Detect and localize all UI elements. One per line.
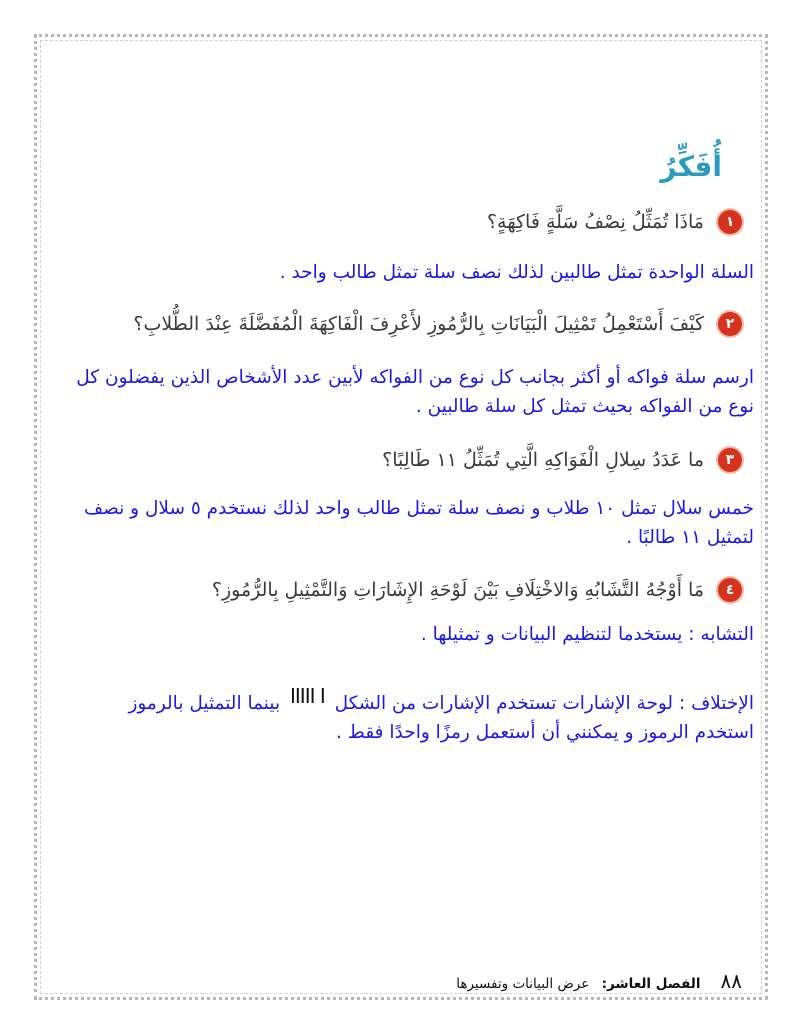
question-1 xyxy=(487,210,742,234)
tally-marks-icon: IIIII I xyxy=(290,684,325,708)
answer-3: خمس سلال تمثل ١٠ طلاب و نصف سلة تمثل طالب واحد لذلك نستخدم ٥ سلال و نصف لتمثيل ١١ طالبًا . xyxy=(83,498,754,548)
chapter-title xyxy=(456,976,700,992)
question-4 xyxy=(212,578,742,602)
answer-2: ارسم سلة فواكه أو أكثر بجانب كل نوع من الفواكه لأبين عدد الأشخاص الذين يفضلون كل نوع من الفواكه بحيث تمثل كل سلة طالبين . xyxy=(76,367,754,417)
difference-text-end: بينما التمثيل بالرموز استخدم الرموز و يمكنني أن أستعمل رمزًا واحدًا فقط . xyxy=(128,693,754,743)
chapter-name: عرض البيانات وتفسيرها xyxy=(456,976,590,992)
question-text: مَا أَوْجُهُ التَّشَابُهِ وَالاخْتِلَافِ بَيْنَ لَوْحَةِ الإِشَارَاتِ وَالتَّمْثِيلِ بِالرُّمُوزِ؟ xyxy=(211,579,704,601)
question-3 xyxy=(382,448,742,472)
question-number-badge: ٢ xyxy=(718,312,742,336)
question-2 xyxy=(133,312,742,336)
question-text: كَيْفَ أَسْتَعْمِلُ تَمْثِيلَ الْبَيَانَاتِ بِالرُّمُوزِ لأَعْرِفَ الْفَاكِهَةَ الْمُفَضَّلَةَ عِنْدَ الطُّلابِ؟ xyxy=(133,313,704,335)
question-number-badge: ٣ xyxy=(718,448,742,472)
question-text: مَاذَا تُمَثِّلُ نِصْفُ سَلَّةٍ فَاكِهَةٍ؟ xyxy=(486,211,704,233)
chapter-label: الفصل العاشر: xyxy=(601,976,701,992)
page-footer xyxy=(456,969,742,993)
answer-1: السلة الواحدة تمثل طالبين لذلك نصف سلة تمثل طالب واحد . xyxy=(279,262,754,283)
question-number-badge: ٤ xyxy=(718,578,742,602)
question-number-badge: ١ xyxy=(718,210,742,234)
difference-text-start: الإختلاف : لوحة الإشارات تستخدم الإشارات من الشكل xyxy=(334,693,754,714)
page-number: ٨٨ xyxy=(720,969,742,993)
section-heading: أُفَكِّرُ xyxy=(660,150,722,183)
answer-4-similarity: التشابه : يستخدما لتنظيم البيانات و تمثيلها . xyxy=(420,624,754,645)
question-text: ما عَدَدُ سِلالِ الْفَوَاكِهِ الَّتِي تُمَثِّلُ ١١ طَالِبًا؟ xyxy=(382,449,704,471)
answer-4-difference xyxy=(64,682,754,747)
